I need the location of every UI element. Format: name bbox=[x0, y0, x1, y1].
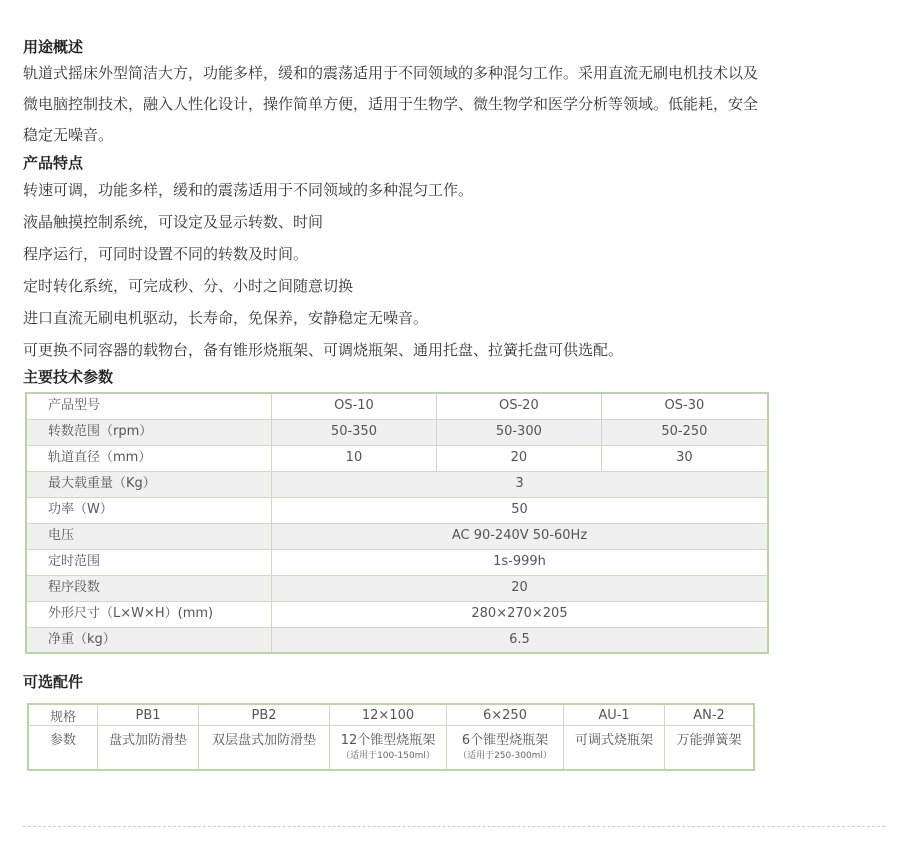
features-heading: 产品特点 bbox=[23, 154, 84, 172]
spec-label: 最大载重量（Kg） bbox=[26, 471, 272, 497]
acc-param-text: 12个锥型烧瓶架 bbox=[340, 733, 436, 748]
table-row bbox=[26, 575, 768, 601]
bottom-divider bbox=[23, 826, 885, 827]
specs-heading: 主要技术参数 bbox=[23, 368, 114, 386]
spec-label: 产品型号 bbox=[26, 393, 272, 419]
spec-cell: OS-30 bbox=[601, 393, 768, 419]
spec-cell: 50-300 bbox=[436, 419, 601, 445]
feature-item: 进口直流无刷电机驱动，长寿命，免保养，安静稳定无噪音。 bbox=[23, 309, 429, 327]
spec-label: 转数范围（rpm） bbox=[26, 419, 272, 445]
spec-cell: 280×270×205 bbox=[272, 601, 769, 627]
spec-label: 净重（kg） bbox=[26, 627, 272, 653]
spec-cell: OS-20 bbox=[436, 393, 601, 419]
acc-param-cell: 可调式烧瓶架 bbox=[564, 726, 665, 771]
spec-label: 外形尺寸（L×W×H）(mm) bbox=[26, 601, 272, 627]
spec-label: 功率（W） bbox=[26, 497, 272, 523]
table-row bbox=[26, 523, 768, 549]
table-row bbox=[26, 471, 768, 497]
spec-cell: 1s-999h bbox=[272, 549, 769, 575]
table-row bbox=[26, 419, 768, 445]
acc-param-cell bbox=[447, 726, 564, 771]
acc-param-note: （适用于250-300ml） bbox=[458, 751, 552, 761]
feature-item: 程序运行，可同时设置不同的转数及时间。 bbox=[23, 245, 309, 263]
spec-cell: 10 bbox=[272, 445, 437, 471]
spec-cell: 3 bbox=[272, 471, 769, 497]
overview-line: 微电脑控制技术，融入人性化设计，操作简单方便，适用于生物学、微生物学和医学分析等领域。低能耗，安全 bbox=[23, 95, 759, 113]
acc-param-cell: 盘式加防滑垫 bbox=[98, 726, 199, 771]
acc-spec-cell: AN-2 bbox=[665, 704, 755, 726]
table-row bbox=[26, 497, 768, 523]
overview-line: 稳定无噪音。 bbox=[23, 126, 114, 144]
overview-line: 轨道式摇床外型简洁大方，功能多样，缓和的震荡适用于不同领域的多种混匀工作。采用直流无刷电机技术以及 bbox=[23, 64, 759, 82]
acc-spec-cell: PB1 bbox=[98, 704, 199, 726]
overview-heading: 用途概述 bbox=[23, 38, 84, 56]
acc-spec-cell: AU-1 bbox=[564, 704, 665, 726]
table-row bbox=[28, 726, 754, 771]
table-row bbox=[26, 627, 768, 653]
acc-param-cell: 双层盘式加防滑垫 bbox=[199, 726, 330, 771]
table-row bbox=[28, 704, 754, 726]
accessories-heading: 可选配件 bbox=[23, 673, 84, 691]
spec-label: 轨道直径（mm） bbox=[26, 445, 272, 471]
feature-item: 定时转化系统，可完成秒、分、小时之间随意切换 bbox=[23, 277, 354, 295]
spec-cell: AC 90-240V 50-60Hz bbox=[272, 523, 769, 549]
acc-param-cell bbox=[330, 726, 447, 771]
accessory-table bbox=[27, 703, 755, 771]
feature-item: 液晶触摸控制系统，可设定及显示转数、时间 bbox=[23, 213, 324, 231]
table-row bbox=[26, 549, 768, 575]
spec-cell: 20 bbox=[436, 445, 601, 471]
spec-label: 定时范围 bbox=[26, 549, 272, 575]
spec-cell: 20 bbox=[272, 575, 769, 601]
feature-item: 转速可调，功能多样，缓和的震荡适用于不同领域的多种混匀工作。 bbox=[23, 181, 474, 199]
acc-param-text: 6个锥型烧瓶架 bbox=[461, 733, 549, 748]
acc-spec-cell: PB2 bbox=[199, 704, 330, 726]
acc-spec-cell: 6×250 bbox=[447, 704, 564, 726]
table-row bbox=[26, 445, 768, 471]
acc-param-cell: 万能弹簧架 bbox=[665, 726, 755, 771]
feature-item: 可更换不同容器的载物台，备有锥形烧瓶架、可调烧瓶架、通用托盘、拉簧托盘可供选配。 bbox=[23, 341, 624, 359]
overview-paragraph bbox=[23, 58, 885, 151]
table-row bbox=[26, 393, 768, 419]
spec-cell: 50-350 bbox=[272, 419, 437, 445]
product-description bbox=[23, 36, 885, 771]
features-list bbox=[23, 174, 885, 366]
acc-param-note: （适用于100-150ml） bbox=[341, 751, 435, 761]
spec-table bbox=[25, 392, 769, 654]
table-row bbox=[26, 601, 768, 627]
spec-cell: 50 bbox=[272, 497, 769, 523]
acc-spec-cell: 12×100 bbox=[330, 704, 447, 726]
spec-cell: 50-250 bbox=[601, 419, 768, 445]
spec-cell: OS-10 bbox=[272, 393, 437, 419]
acc-row-label: 参数 bbox=[28, 726, 98, 771]
acc-row-label: 规格 bbox=[28, 704, 98, 726]
spec-cell: 6.5 bbox=[272, 627, 769, 653]
spec-label: 程序段数 bbox=[26, 575, 272, 601]
spec-cell: 30 bbox=[601, 445, 768, 471]
spec-label: 电压 bbox=[26, 523, 272, 549]
